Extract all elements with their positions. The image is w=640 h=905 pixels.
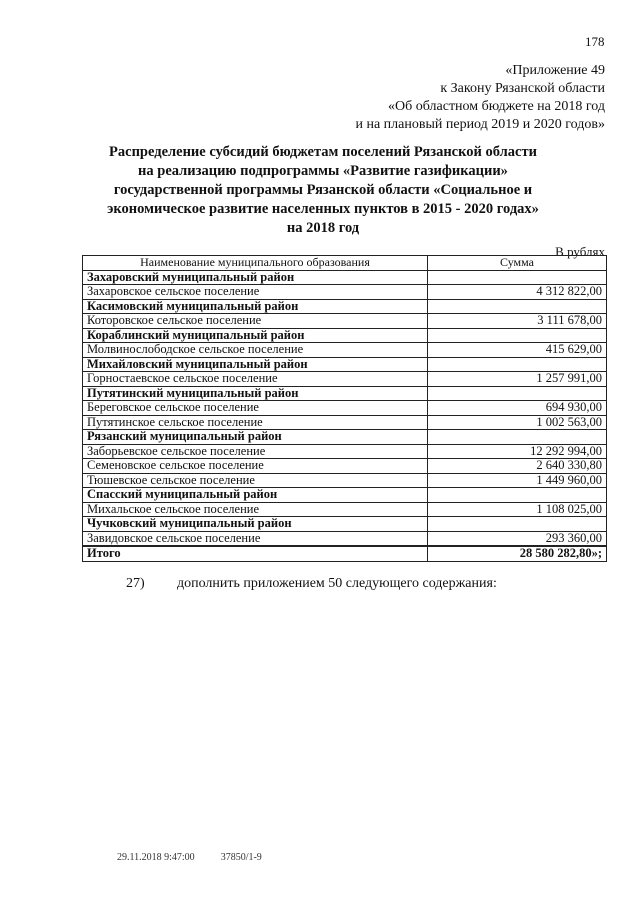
cell-name: Семеновское сельское поселение: [83, 459, 428, 474]
cell-sum: [428, 299, 607, 314]
page-number: 178: [585, 34, 605, 49]
table-row: [83, 372, 607, 387]
table-row: [83, 415, 607, 430]
cell-name: Касимовский муниципальный район: [83, 299, 428, 314]
cell-name: Итого: [83, 546, 428, 561]
cell-name: Молвинослободское сельское поселение: [83, 343, 428, 358]
item-number: 27): [126, 576, 145, 591]
cell-name: Заборьевское сельское поселение: [83, 444, 428, 459]
cell-name: Рязанский муниципальный район: [83, 430, 428, 445]
cell-name: Береговское сельское поселение: [83, 401, 428, 416]
cell-name: Спасский муниципальный район: [83, 488, 428, 503]
district-row: [83, 328, 607, 343]
table-row: [83, 444, 607, 459]
subsidy-table: [82, 255, 607, 562]
cell-sum: 1 108 025,00: [428, 502, 607, 517]
cell-sum: 694 930,00: [428, 401, 607, 416]
footer-datetime: 29.11.2018 9:47:00: [117, 852, 195, 863]
cell-sum: 28 580 282,80»;: [428, 546, 607, 561]
cell-name: Путятинский муниципальный район: [83, 386, 428, 401]
footer-doc-id: 37850/1-9: [220, 852, 262, 863]
table-row: [83, 502, 607, 517]
cell-sum: [428, 488, 607, 503]
column-header-sum: Сумма: [428, 256, 607, 271]
district-row: [83, 299, 607, 314]
cell-sum: 2 640 330,80: [428, 459, 607, 474]
cell-sum: 1 449 960,00: [428, 473, 607, 488]
cell-sum: 293 360,00: [428, 531, 607, 546]
cell-sum: 1 002 563,00: [428, 415, 607, 430]
cell-sum: [428, 357, 607, 372]
document-title: [90, 143, 556, 238]
cell-sum: 4 312 822,00: [428, 285, 607, 300]
footer: [117, 852, 288, 863]
table-row: [83, 473, 607, 488]
district-row: [83, 517, 607, 532]
cell-name: Кораблинский муниципальный район: [83, 328, 428, 343]
title-line: на 2018 год: [286, 220, 360, 236]
cell-name: Тюшевское сельское поселение: [83, 473, 428, 488]
cell-sum: 3 111 678,00: [428, 314, 607, 329]
cell-sum: 12 292 994,00: [428, 444, 607, 459]
title-line: государственной программы Рязанской области «Социальное и: [113, 182, 533, 198]
table-row: [83, 343, 607, 358]
cell-sum: [428, 270, 607, 285]
cell-name: Горностаевское сельское поселение: [83, 372, 428, 387]
cell-name: Которовское сельское поселение: [83, 314, 428, 329]
item-27: [126, 576, 497, 592]
appendix-line: «Об областном бюджете на 2018 год: [388, 99, 605, 114]
cell-sum: [428, 517, 607, 532]
column-header-name: Наименование муниципального образования: [83, 256, 428, 271]
cell-name: Михайловский муниципальный район: [83, 357, 428, 372]
cell-sum: [428, 328, 607, 343]
district-row: [83, 430, 607, 445]
title-line: на реализацию подпрограммы «Развитие газификации»: [138, 163, 508, 179]
cell-name: Путятинское сельское поселение: [83, 415, 428, 430]
item-text: дополнить приложением 50 следующего содержания:: [177, 576, 497, 591]
appendix-line: «Приложение 49: [505, 63, 605, 78]
cell-name: Захаровское сельское поселение: [83, 285, 428, 300]
table-row: [83, 531, 607, 546]
title-line: Распределение субсидий бюджетам поселений Рязанской области: [109, 144, 537, 160]
table-row: [83, 314, 607, 329]
district-row: [83, 270, 607, 285]
table-row: [83, 285, 607, 300]
cell-name: Михальское сельское поселение: [83, 502, 428, 517]
district-row: [83, 357, 607, 372]
cell-name: Чучковский муниципальный район: [83, 517, 428, 532]
appendix-line: и на плановый период 2019 и 2020 годов»: [355, 117, 605, 132]
cell-name: Захаровский муниципальный район: [83, 270, 428, 285]
appendix-line: к Закону Рязанской области: [440, 81, 605, 96]
cell-name: Завидовское сельское поселение: [83, 531, 428, 546]
cell-sum: [428, 430, 607, 445]
cell-sum: 1 257 991,00: [428, 372, 607, 387]
total-row: [83, 546, 607, 561]
appendix-reference: [355, 62, 605, 134]
table-header-row: [83, 256, 607, 271]
table-row: [83, 459, 607, 474]
table-row: [83, 401, 607, 416]
district-row: [83, 386, 607, 401]
district-row: [83, 488, 607, 503]
title-line: экономическое развитие населенных пунктов в 2015 - 2020 годах»: [107, 201, 539, 217]
units-label: В рублях: [555, 244, 605, 259]
cell-sum: 415 629,00: [428, 343, 607, 358]
cell-sum: [428, 386, 607, 401]
